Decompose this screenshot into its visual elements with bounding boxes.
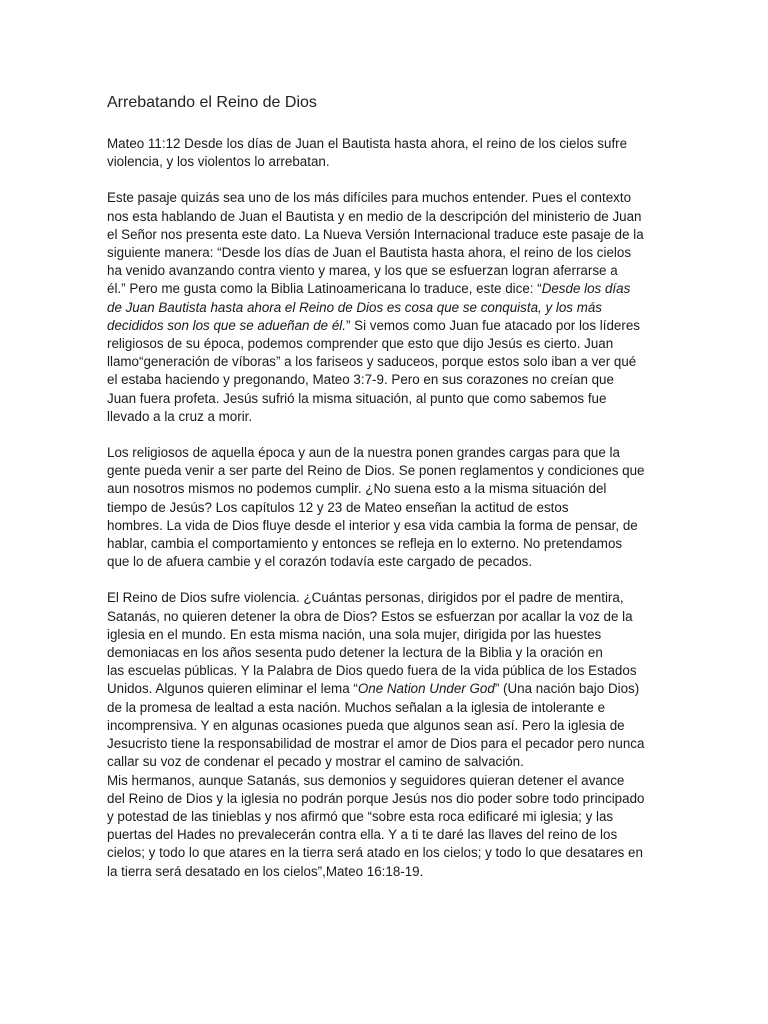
- italic-quote: Desde los días: [541, 281, 631, 297]
- text-line: hablar, cambia el comportamiento y entonces se refleja en lo externo. No pretendamos: [107, 536, 623, 552]
- text-line-italic: [107, 299, 667, 317]
- text-line: ha venido avanzando contra viento y marea, y los que se esfuerzan logran aferrarse a: [107, 263, 618, 279]
- text-line: Satanás, no quieren detener la obra de Dios? Estos se esfuerzan por acallar la voz de la: [107, 608, 633, 624]
- text-line: nos esta hablando de Juan el Bautista y en medio de la descripción del ministerio de Juan: [107, 208, 642, 224]
- text-line: puertas del Hades no prevalecerán contra ella. Y a ti te daré las llaves del reino de los: [107, 827, 618, 843]
- text-line: religiosos de su época, podemos comprender que esto que dijo Jesús es cierto. Juan: [107, 336, 614, 352]
- text-line: el Señor nos presenta este dato. La Nueva Versión Internacional traduce este pasaje de la: [107, 226, 644, 242]
- paragraph-hermanos: [107, 772, 667, 881]
- text-line: y potestad de las tinieblas y nos afirmó que “sobre esta roca edificaré mi iglesia; y las: [107, 808, 614, 824]
- text-segment: ” Si vemos como Juan fue atacado por los líderes: [345, 317, 640, 333]
- text-line: cielos; y todo lo que atares en la tierra será atado en los cielos; y todo lo que desatares en: [107, 845, 643, 861]
- text-line: siguiente manera: “Desde los días de Juan el Bautista hasta ahora, el reino de los cielos: [107, 245, 632, 261]
- text-segment: ” (Una nación bajo Dios): [494, 681, 640, 697]
- text-segment: él.” Pero me gusta como la Biblia Latinoamericana lo traduce, este dice: “: [107, 281, 542, 297]
- text-line: Los religiosos de aquella época y aun de la nuestra ponen grandes cargas para que la: [107, 445, 620, 461]
- text-line-with-italic: [107, 280, 667, 298]
- text-line: gente pueda venir a ser parte del Reino de Dios. Se ponen reglamentos y condiciones que: [107, 463, 645, 479]
- paragraph-context: [107, 189, 667, 426]
- document-title: Arrebatando el Reino de Dios: [107, 94, 317, 111]
- text-line: tiempo de Jesús? Los capítulos 12 y 23 de Mateo enseñan la actitud de estos: [107, 499, 569, 515]
- text-line: demoniacas en los años sesenta pudo detener la lectura de la Biblia y la oración en: [107, 645, 603, 661]
- text-line: Este pasaje quizás sea uno de los más difíciles para muchos entender. Pues el contexto: [107, 190, 632, 206]
- text-line: aun nosotros mismos no podemos cumplir. ¿No suena esto a la misma situación del: [107, 481, 607, 497]
- text-line: el estaba haciendo y pregonando, Mateo 3:7-9. Pero en sus corazones no creían que: [107, 372, 614, 388]
- text-line: llamo“generación de víboras” a los fariseos y saduceos, porque estos solo iban a ver qué: [107, 354, 637, 370]
- text-line-with-italic: [107, 317, 667, 335]
- text-line: Juan fuera profeta. Jesús sufrió la misma situación, al punto que como sabemos fue: [107, 390, 607, 406]
- text-line: iglesia en el mundo. En esta misma nación, una sola mujer, dirigida por las huestes: [107, 626, 602, 642]
- text-line-with-italic: [107, 680, 667, 698]
- text-segment: Unidos. Algunos quieren eliminar el lema “: [107, 681, 358, 697]
- text-line: Jesucristo tiene la responsabilidad de mostrar el amor de Dios para el pecador pero nunca: [107, 736, 645, 752]
- text-line: callar su voz de condenar el pecado y mostrar el camino de salvación.: [107, 754, 524, 770]
- text-line: la tierra será desatado en los cielos”,Mateo 16:18-19.: [107, 863, 424, 879]
- text-line: llevado a la cruz a morir.: [107, 408, 253, 424]
- paragraph-violencia: [107, 589, 667, 771]
- text-line: las escuelas públicas. Y la Palabra de Dios quedo fuera de la vida pública de los Estados: [107, 663, 637, 679]
- text-line: Mateo 11:12 Desde los días de Juan el Bautista hasta ahora, el reino de los cielos sufre: [107, 136, 628, 151]
- text-line: que lo de afuera cambie y el corazón todavía este cargado de pecados.: [107, 554, 533, 570]
- text-line: violencia, y los violentos lo arrebatan.: [107, 154, 330, 170]
- italic-motto: One Nation Under God: [357, 681, 495, 697]
- italic-quote: de Juan Bautista hasta ahora el Reino de Dios es cosa que se conquista, y los más: [107, 299, 603, 315]
- document-page: [107, 93, 667, 899]
- italic-quote: decididos son los que se adueñan de él.: [107, 317, 346, 333]
- text-line: El Reino de Dios sufre violencia. ¿Cuántas personas, dirigidos por el padre de mentira,: [107, 590, 624, 606]
- paragraph-verse: [107, 135, 667, 171]
- paragraph-religiosos: [107, 444, 667, 571]
- text-line: de la promesa de lealtad a esta nación. Muchos señalan a la iglesia de intolerante e: [107, 699, 606, 715]
- text-line: Mis hermanos, aunque Satanás, sus demonios y seguidores quieran detener el avance: [107, 772, 625, 788]
- text-line: del Reino de Dios y la iglesia no podrán porque Jesús nos dio poder sobre todo principado: [107, 790, 645, 806]
- text-line: hombres. La vida de Dios fluye desde el interior y esa vida cambia la forma de pensar, de: [107, 517, 638, 533]
- text-line: incomprensiva. Y en algunas ocasiones pueda que algunos sean así. Pero la iglesia de: [107, 717, 625, 733]
